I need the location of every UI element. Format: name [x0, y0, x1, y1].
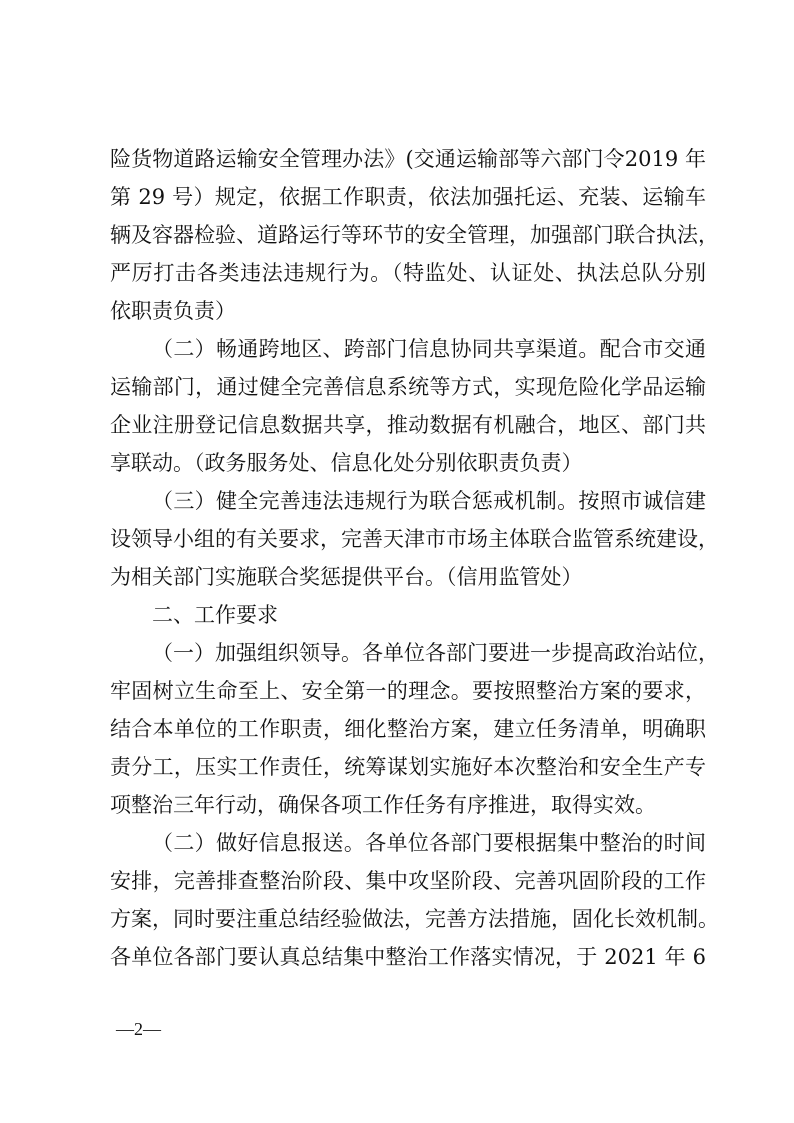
text-line: （二）畅通跨地区、跨部门信息协同共享渠道。配合市交通: [152, 337, 706, 361]
text-line: 为相关部门实施联合奖惩提供平台。（信用监管处）: [110, 565, 583, 589]
text-line: 方案，同时要注重总结经验做法，完善方法措施，固化长效机制。: [110, 907, 719, 931]
text-line: 依职责负责）: [110, 299, 236, 323]
page-number: —2—: [116, 1019, 161, 1039]
text-line: （三）健全完善违法违规行为联合惩戒机制。按照市诚信建: [152, 489, 706, 513]
text-line: 项整治三年行动，确保各项工作任务有序推进，取得实效。: [110, 793, 656, 817]
text-line: 牢固树立生命至上、安全第一的理念。要按照整治方案的要求，: [110, 679, 706, 703]
text-line: 运输部门，通过健全完善信息系统等方式，实现危险化学品运输: [110, 375, 706, 399]
text-line: （一）加强组织领导。各单位各部门要进一步提高政治站位，: [152, 641, 719, 665]
text-line: 享联动。（政务服务处、信息化处分别依职责负责）: [110, 451, 583, 475]
text-line: 设领导小组的有关要求，完善天津市市场主体联合监管系统建设，: [110, 527, 719, 551]
text-line: 险货物道路运输安全管理办法》(交通运输部等六部门令2019 年: [110, 147, 706, 171]
text-line: 辆及容器检验、道路运行等环节的安全管理，加强部门联合执法，: [110, 223, 719, 247]
text-line: 各单位各部门要认真总结集中整治工作落实情况，于 2021 年 6: [110, 945, 706, 969]
text-line: 安排，完善排查整治阶段、集中攻坚阶段、完善巩固阶段的工作: [110, 869, 706, 893]
text-line: 第 29 号）规定，依据工作职责，依法加强托运、充装、运输车: [110, 185, 706, 209]
text-line: 责分工，压实工作责任，统筹谋划实施好本次整治和安全生产专: [110, 755, 706, 779]
text-line: 结合本单位的工作职责，细化整治方案，建立任务清单，明确职: [110, 717, 706, 741]
document-body: [110, 140, 719, 976]
section-heading: 二、工作要求: [152, 603, 278, 627]
text-line: （二）做好信息报送。各单位各部门要根据集中整治的时间: [152, 831, 706, 855]
text-line: 企业注册登记信息数据共享，推动数据有机融合，地区、部门共: [110, 413, 706, 437]
text-line: 严厉打击各类违法违规行为。（特监处、认证处、执法总队分别: [110, 261, 706, 285]
